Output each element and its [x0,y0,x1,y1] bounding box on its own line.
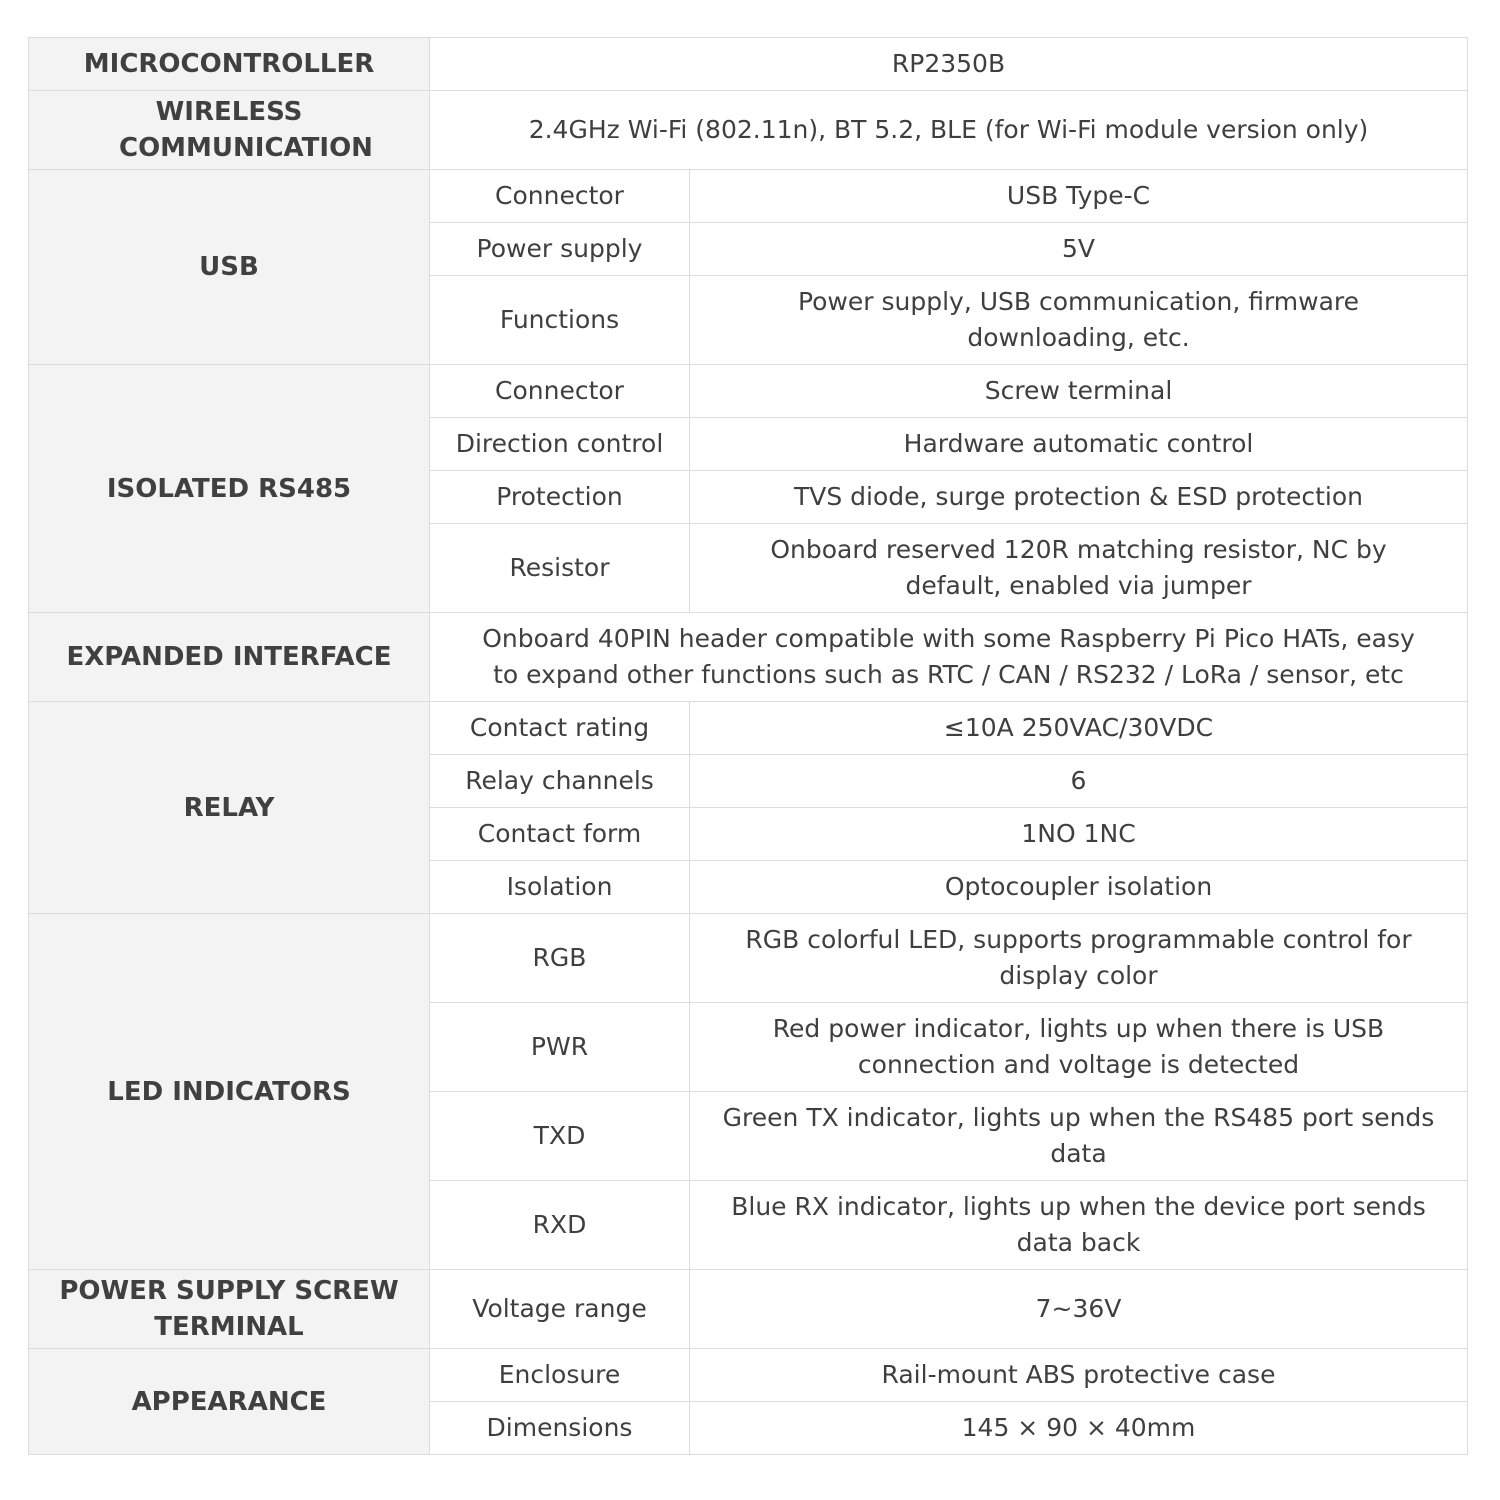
led-txd-value: Green TX indicator, lights up when the RS485 port sends data [690,1092,1468,1181]
usb-functions-value: Power supply, USB communication, firmware downloading, etc. [690,276,1468,365]
usb-power-supply-label: Power supply [430,223,690,276]
rs485-resistor-label: Resistor [430,524,690,613]
table-row-power-terminal [29,1270,1468,1349]
rs485-connector-value: Screw terminal [690,365,1468,418]
category-relay: RELAY [29,702,430,914]
enclosure-label: Enclosure [430,1349,690,1402]
enclosure-value: Rail-mount ABS protective case [690,1349,1468,1402]
category-microcontroller: MICROCONTROLLER [29,38,430,91]
led-txd-label: TXD [430,1092,690,1181]
category-expanded-interface: EXPANDED INTERFACE [29,613,430,702]
rs485-connector-label: Connector [430,365,690,418]
rs485-protection-value: TVS diode, surge protection & ESD protection [690,471,1468,524]
table-row-appearance-enclosure [29,1349,1468,1402]
category-appearance: APPEARANCE [29,1349,430,1455]
category-usb: USB [29,170,430,365]
table-row-wireless [29,91,1468,170]
dimensions-value: 145 × 90 × 40mm [690,1402,1468,1455]
relay-channels-label: Relay channels [430,755,690,808]
usb-connector-label: Connector [430,170,690,223]
rs485-direction-control-value: Hardware automatic control [690,418,1468,471]
led-pwr-label: PWR [430,1003,690,1092]
category-led-indicators: LED INDICATORS [29,914,430,1270]
led-rgb-label: RGB [430,914,690,1003]
category-isolated-rs485: ISOLATED RS485 [29,365,430,613]
value-expanded-interface: Onboard 40PIN header compatible with some Raspberry Pi Pico HATs, easy to expand other functions such as RTC / CAN / RS232 / LoRa / sensor, etc [430,613,1468,702]
usb-functions-label: Functions [430,276,690,365]
relay-contact-form-label: Contact form [430,808,690,861]
table-row-expanded-interface [29,613,1468,702]
table-row-led-rgb [29,914,1468,1003]
table-row-microcontroller [29,38,1468,91]
relay-contact-rating-label: Contact rating [430,702,690,755]
led-pwr-value: Red power indicator, lights up when there is USB connection and voltage is detected [690,1003,1468,1092]
rs485-protection-label: Protection [430,471,690,524]
relay-contact-rating-value: ≤10A 250VAC/30VDC [690,702,1468,755]
led-rxd-value: Blue RX indicator, lights up when the device port sends data back [690,1181,1468,1270]
rs485-resistor-value: Onboard reserved 120R matching resistor, NC by default, enabled via jumper [690,524,1468,613]
led-rgb-value: RGB colorful LED, supports programmable control for display color [690,914,1468,1003]
category-power-supply-screw-terminal: POWER SUPPLY SCREW TERMINAL [29,1270,430,1349]
dimensions-label: Dimensions [430,1402,690,1455]
voltage-range-value: 7~36V [690,1270,1468,1349]
rs485-direction-control-label: Direction control [430,418,690,471]
relay-channels-value: 6 [690,755,1468,808]
usb-power-supply-value: 5V [690,223,1468,276]
led-rxd-label: RXD [430,1181,690,1270]
table-row-usb-connector [29,170,1468,223]
relay-contact-form-value: 1NO 1NC [690,808,1468,861]
usb-connector-value: USB Type-C [690,170,1468,223]
table-row-rs485-connector [29,365,1468,418]
relay-isolation-value: Optocoupler isolation [690,861,1468,914]
relay-isolation-label: Isolation [430,861,690,914]
table-row-relay-rating [29,702,1468,755]
value-wireless-communication: 2.4GHz Wi-Fi (802.11n), BT 5.2, BLE (for Wi-Fi module version only) [430,91,1468,170]
category-wireless-communication: WIRELESS COMMUNICATION [29,91,430,170]
value-microcontroller: RP2350B [430,38,1468,91]
voltage-range-label: Voltage range [430,1270,690,1349]
spec-table [28,37,1468,1455]
